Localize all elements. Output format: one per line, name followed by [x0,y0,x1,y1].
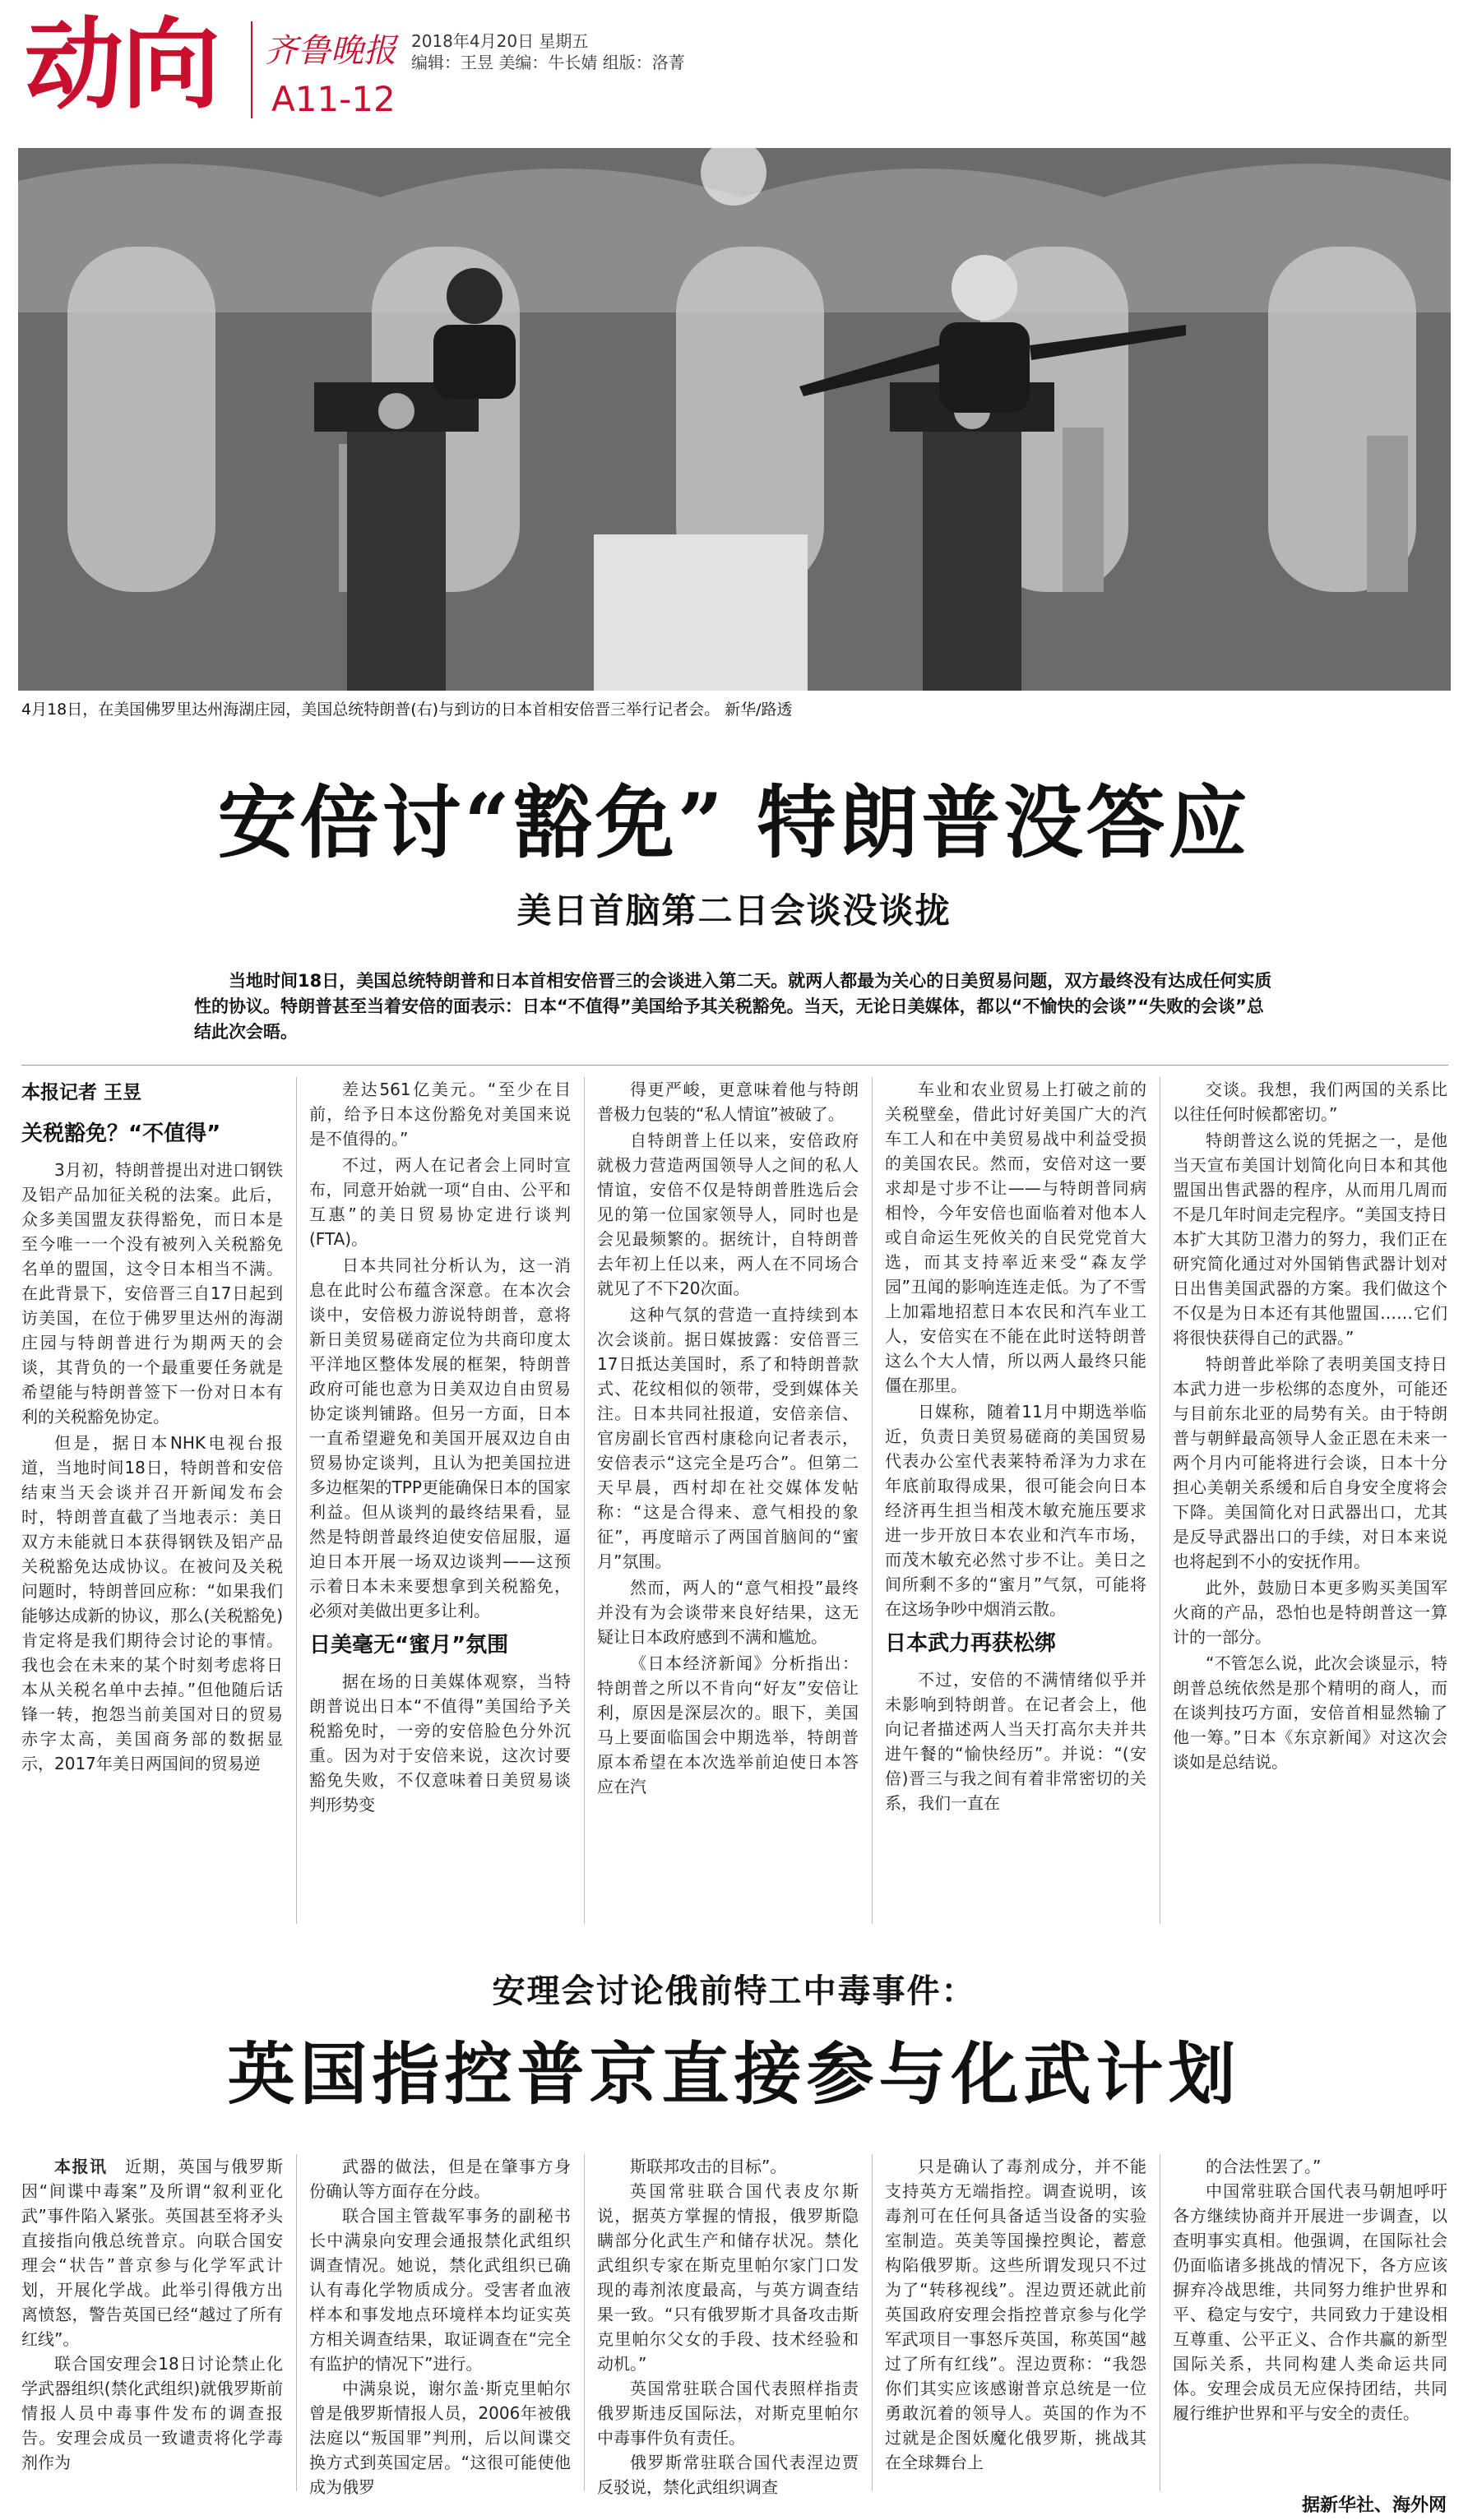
paragraph: 但是，据日本NHK电视台报道，当地时间18日，特朗普和安倍结束当天会谈并召开新闻发布会时，特朗普直截了当地表示：美日双方未能就日本获得钢铁及铝产品关税豁免达成协议。在被问及关税问题时，特朗普回应称：“如果我们能够达成新的协议，那么(关税豁免)肯定将是我们期待会讨论的事情。我也会在未来的某个时刻考虑将日本从关税名单中去掉。”但他随后话锋一转，抱怨当前美国对日的贸易赤字太高，美国商务部的数据显示，2017年美日两国间的贸易逆 [21,1433,283,1773]
masthead-divider [251,21,252,118]
paragraph [21,2154,283,2351]
story2-column-1 [21,2154,283,2475]
paragraph: 俄罗斯常驻联合国代表涅边贾反驳说，禁化武组织调查 [597,2453,859,2497]
paragraph: 差达561亿美元。“至少在目前，给予日本这份豁免对美国来说是不值得的。” [309,1080,571,1149]
section-subtitle: 关税豁免？“不值得” [21,1121,221,1146]
story2-column-3 [597,2154,859,2499]
paragraph: 车业和农业贸易上打破之前的关税壁垒，借此讨好美国广大的汽车工人和在中美贸易战中利益受损的美国农民。然而，安倍对这一要求却是寸步不让——与特朗普同病相怜，今年安倍也面临着对他本人或自命运生死攸关的自民党党首大选，而其支持率近来受“森友学园”丑闻的影响连连走低。为了不雪上加霜地招惹日本农民和汽车业工人，安倍实在不能在此时送特朗普这么个大人情，所以两人最终只能僵在那里。 [885,1080,1146,1395]
byline: 本报记者 王昱 [21,1082,142,1103]
paragraph: 特朗普此举除了表明美国支持日本武力进一步松绑的态度外，可能还与目前东北亚的局势有关。由于特朗普与朝鲜最高领导人金正恩在未来一两个月内可能将进行会谈，日本十分担心美朝关系缓和后自身安全度将会下降。美国简化对日武器出口，尤其是反导武器出口的手续，对日本来说也将起到不小的安抚作用。 [1173,1354,1447,1571]
paragraph: “不管怎么说，此次会谈显示，特朗普总统依然是那个精明的商人，而在谈判技巧方面，安倍首相显然输了他一筹。”日本《东京新闻》对这次会谈如是总结说。 [1173,1653,1447,1772]
column-rule [872,2154,873,2491]
column-rule [296,1077,297,1924]
photo-caption: 4月18日，在美国佛罗里达州海湖庄园，美国总统特朗普(右)与到访的日本首相安倍晋三举行记者会。 新华/路透 [21,701,793,719]
paragraph: 中国常驻联合国代表马朝旭呼吁各方继续协商并开展进一步调查，以查明事实真相。他强调，在国际社会仍面临诸多挑战的情况下，各方应该摒弃冷战思维，共同努力维护世界和平、稳定与安宁，共同致力于建设相互尊重、公平正义、合作共赢的新型国际关系，共同构建人类命运共同体。安理会成员无应保持团结，共同履行维护世界和平与安全的责任。 [1173,2181,1447,2423]
paragraph: 英国常驻联合国代表皮尔斯说，据英方掌握的情报，俄罗斯隐瞒部分化武生产和储存状况。禁化武组织专家在斯克里帕尔家门口发现的毒剂浓度最高，与英方调查结果一致。“只有俄罗斯才具备攻击斯克里帕尔父女的手段、技术经验和动机。” [597,2181,859,2374]
article-column-2 [309,1077,571,1819]
byline: 本报讯 [54,2157,108,2176]
paragraph: 然而，两人的“意气相投”最终并没有为会谈带来良好结果，这无疑让日本政府感到不满和尴尬。 [597,1578,859,1647]
paragraph: 中满泉说，谢尔盖·斯克里帕尔曾是俄罗斯情报人员，2006年被俄法庭以“叛国罪”判刑，后以间谍交换方式到英国定居。“这很可能使他成为俄罗 [309,2379,571,2497]
paragraph: 只是确认了毒剂成分，并不能支持英方无端指控。调查说明，该毒剂可在任何具备适当设备的实验室制造。英美等国操控舆论，蓄意构陷俄罗斯。这些所谓发现只不过为了“转移视线”。涅边贾还就此前英国政府安理会指控普京参与化学军武项目一事怒斥英国，称英国“越过了所有红线”。涅边贾称：“我怨你们其实应该感谢普京总统是一位勇敢沉着的领导人。英国的作为不过就是企图妖魔化俄罗斯，挑战其在全球舞台上 [885,2157,1146,2472]
paragraph: 交谈。我想，我们两国的关系比以往任何时候都密切。” [1173,1080,1447,1124]
article-column-4 [885,1077,1146,1817]
section-subtitle: 日美毫无“蜜月”氛围 [309,1633,509,1658]
story2-column-5 [1173,2154,1447,2425]
paragraph: 这种气氛的营造一直持续到本次会谈前。据日媒披露：安倍晋三17日抵达美国时，系了和特朗普款式、花纹相似的领带，受到媒体关注。日本共同社报道，安倍亲信、官房副长官西村康稔向记者表示，安倍表示“这完全是巧合”。但第二天早晨，西村却在社交媒体发帖称：“这是合得来、意气相投的象征”，再度暗示了两国首脑间的“蜜月”氛围。 [597,1305,859,1571]
paragraph: 得更严峻，更意味着他与特朗普极力包装的“私人情谊”被破了。 [597,1080,859,1124]
paragraph: 斯联邦攻击的目标”。 [630,2157,787,2176]
column-rule [584,2154,585,2491]
source-credit: 据新华社、海外网 [1301,2495,1447,2516]
issue-date: 2018年4月20日 星期五 [411,31,589,51]
paragraph: 不过，两人在记者会上同时宣布，同意开始就一项“自由、公平和互惠”的美日贸易协定进行谈判(FTA)。 [309,1155,571,1249]
column-rule [584,1077,585,1924]
editor-credits: 编辑：王昱 美编：牛长婧 组版：洛菁 [411,53,685,72]
paragraph: 联合国安理会18日讨论禁止化学武器组织(禁化武组织)就俄罗斯前情报人员中毒事件发布的调查报告。安理会成员一致谴责将化学毒剂作为 [21,2354,283,2472]
paragraph: 武器的做法，但是在肇事方身份确认等方面存在分歧。 [309,2157,571,2201]
article-column-5 [1173,1077,1447,1776]
section-title: 动向 [25,8,219,123]
main-headline: 安倍讨“豁免” 特朗普没答应 [217,776,1251,869]
paragraph: 3月初，特朗普提出对进口钢铁及铝产品加征关税的法案。此后，众多美国盟友获得豁免，而日本是至今唯一一个没有被列入关税豁免名单的盟国，这令日本相当不满。在此背景下，安倍晋三自17日起到访美国，在位于佛罗里达州的海湖庄园与特朗普进行为期两天的会谈，其背负的一个最重要任务就是希望能与特朗普签下一份对日本有利的关税豁免协定。 [21,1160,283,1426]
paragraph: 的合法性罢了。” [1206,2157,1322,2176]
news-photo [18,148,1451,691]
lead-paragraph: 当地时间18日，美国总统特朗普和日本首相安倍晋三的会谈进入第二天。就两人都最为关心的日美贸易问题，双方最终没有达成任何实质性的协议。特朗普甚至当着安倍的面表示：日本“不值得”美国给予其关税豁免。当天，无论日美媒体，都以“不愉快的会谈”“失败的会谈”总结此次会晤。 [194,971,1272,1042]
paragraph: 联合国主管裁军事务的副秘书长中满泉向安理会通报禁化武组织调查情况。她说，禁化武组织已确认有毒化学物质成分。受害者血液样本和事发地点环境样本均证实英方相关调查结果，取证调查在“完全有监护的情况下”进行。 [309,2206,571,2374]
story2-headline: 英国指控普京直接参与化武计划 [227,2035,1241,2114]
column-rule [872,1077,873,1924]
paragraph-text: 近期，英国与俄罗斯因“间谍中毒案”及所谓“叙利亚化武”事件陷入紧张。英国甚至将矛头直接指向俄总统普京。向联合国安理会“状告”普京参与化学军武计划，开展化学战。此举引得俄方出离愤怒，警告英国已经“越过了所有红线”。 [21,2157,283,2349]
story2-column-2 [309,2154,571,2499]
paragraph: 此外，鼓励日本更多购买美国军火商的产品，恐怕也是特朗普这一算计的一部分。 [1173,1578,1447,1647]
paragraph: 日媒称，随着11月中期选举临近，负责日美贸易磋商的美国贸易代表办公室代表莱特希泽为力求在年底前取得成果，很可能会向日本经济再生担当相茂木敏充施压要求进一步开放日本农业和汽车市场，而茂木敏充必然寸步不让。美日之间所剩不多的“蜜月”气氛，可能将在这场争吵中烟消云散。 [885,1402,1146,1619]
section-subtitle: 日本武力再获松绑 [885,1631,1057,1656]
column-rule [296,2154,297,2491]
paragraph: 英国常驻联合国代表照样指责俄罗斯违反国际法，对斯克里帕尔中毒事件负有责任。 [597,2379,859,2448]
paragraph: 《日本经济新闻》分析指出：特朗普之所以不肯向“好友”安倍让利，原因是深层次的。眼下，美国马上要面临国会中期选举，特朗普原本希望在本次选举前迫使日本答应在汽 [597,1653,859,1796]
paragraph: 不过，安倍的不满情绪似乎并未影响到特朗普。在记者会上，他向记者描述两人当天打高尔夫并共进午餐的“愉快经历”。并说：“(安倍)晋三与我之间有着非常密切的关系，我们一直在 [885,1670,1146,1813]
article-column-3 [597,1077,859,1801]
paragraph: 特朗普这么说的凭据之一，是他当天宣布美国计划简化向日本和其他盟国出售武器的程序，从而用几周而不是几年时间走完程序。“美国支持日本扩大其防卫潜力的努力，我们正在研究简化通过对外国销售武器计划对日出售美国武器的方案。我们做这个不仅是为日本还有其他盟国……它们将很快获得自己的武器。” [1173,1131,1447,1348]
sub-headline: 美日首脑第二日会谈没谈拢 [516,890,952,931]
paper-logo: 齐鲁晚报 [265,32,396,70]
article-column-1 [21,1112,283,1778]
section-divider [21,1065,1448,1066]
story2-column-4 [885,2154,1146,2475]
press-conference-illustration [18,148,1451,691]
paragraph: 据在场的日美媒体观察，当特朗普说出日本“不值得”美国给予关税豁免时，一旁的安倍脸色分外沉重。因为对于安倍来说，这次讨要豁免失败，不仅意味着日美贸易谈判形势变 [309,1672,571,1815]
page-number: A11-12 [271,79,396,119]
paragraph: 日本共同社分析认为，这一消息在此时公布蕴含深意。在本次会谈中，安倍极力游说特朗普，意将新日美贸易磋商定位为共商印度太平洋地区整体发展的框架，特朗普政府可能也意为日美双边自由贸易协定谈判铺路。但另一方面，日本一直希望避免和美国开展双边自由贸易协定谈判，且认为把美国拉进多边框架的TPP更能确保日本的国家利益。但从谈判的最终结果看，显然是特朗普最终迫使安倍屈服，逼迫日本开展一场双边谈判——这预示着日本未来要想拿到关税豁免，必须对美做出更多让利。 [309,1255,571,1621]
paragraph: 自特朗普上任以来，安倍政府就极力营造两国领导人之间的私人情谊，安倍不仅是特朗普胜选后会见的第一位国家领导人，同时也是会见最频繁的。据统计，自特朗普去年初上任以来，两人在不同场合就见了不下20次面。 [597,1131,859,1298]
story2-kicker: 安理会讨论俄前特工中毒事件： [492,1972,976,2010]
